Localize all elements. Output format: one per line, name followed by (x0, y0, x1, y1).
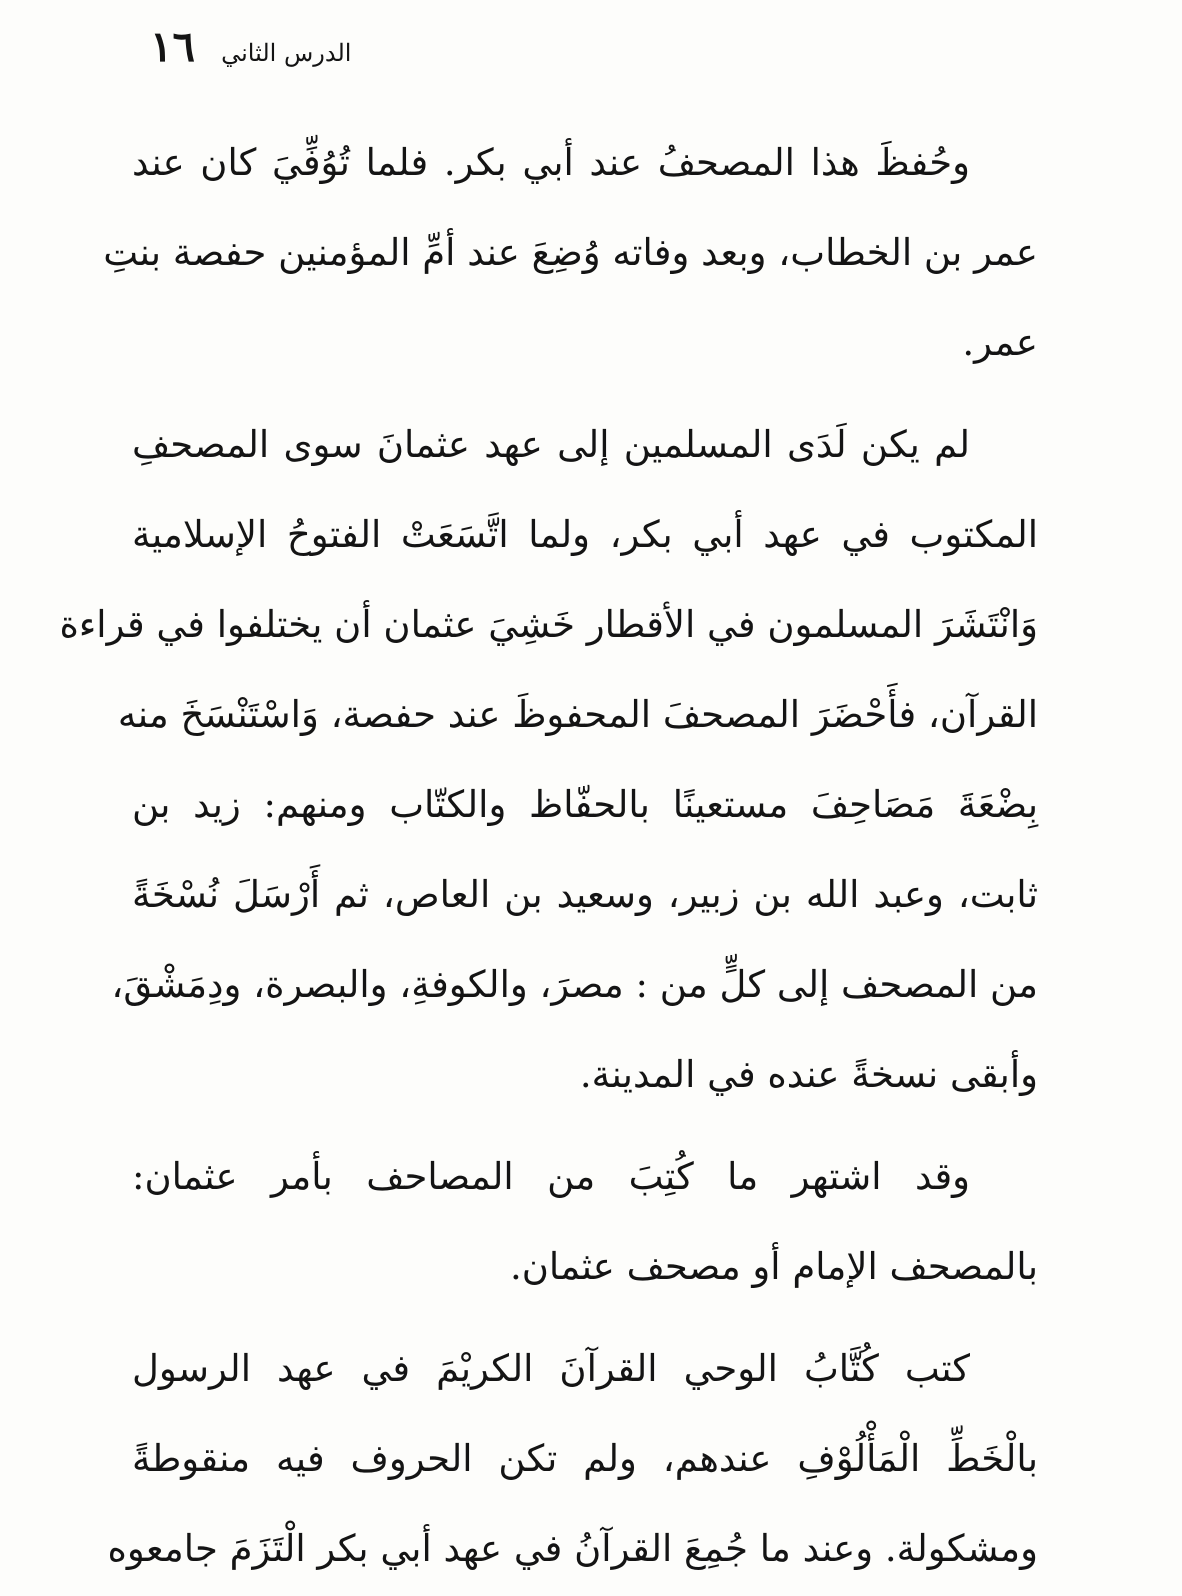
text-line: وقد اشتهر ما كُتِبَ من المصاحف بأمر عثمان: (132, 1155, 970, 1198)
text-line: من المصحف إلى كلٍّ من : مصرَ، والكوفةِ، والبصرة، ودِمَشْقَ، (111, 963, 1038, 1006)
page-header (150, 22, 351, 71)
text-line: وحُفظَ هذا المصحفُ عند أبي بكر. فلما تُوُفِّيَ كان عند (132, 141, 970, 184)
text-line: المكتوب في عهد أبي بكر، ولما اتَّسَعَتْ الفتوحُ الإسلامية (132, 513, 1038, 556)
text-line: بِضْعَةَ مَصَاحِفَ مستعينًا بالحفّاظ والكتّاب ومنهم: زيد بن (132, 783, 1038, 826)
text-line: بالمصحف الإمام أو مصحف عثمان. (509, 1245, 1038, 1288)
text-line: عمر. (962, 321, 1038, 364)
running-title: الدرس الثاني (221, 39, 352, 67)
paragraph-2 (59, 400, 1038, 1120)
text-line: وَانْتَشَرَ المسلمون في الأقطار خَشِيَ عثمان أن يختلفوا في قراءة (59, 603, 1038, 646)
body-text (59, 118, 1038, 1594)
paragraph-4 (107, 1324, 1038, 1594)
paragraph-3 (132, 1132, 1038, 1312)
text-line: كتب كُتَّابُ الوحي القرآنَ الكريْمَ في عهد الرسول (132, 1347, 970, 1390)
page-number: ١٦ (150, 22, 196, 71)
paragraph-1 (103, 118, 1038, 388)
text-line: لم يكن لَدَى المسلمين إلى عهد عثمانَ سوى المصحفِ (132, 423, 970, 466)
text-line: عمر بن الخطاب، وبعد وفاته وُضِعَ عند أمِّ المؤمنين حفصة بنتِ (103, 231, 1038, 274)
text-line: وأبقى نسخةً عنده في المدينة. (579, 1053, 1038, 1096)
text-line: بالْخَطِّ الْمَأْلُوْفِ عندهم، ولم تكن الحروف فيه منقوطةً (132, 1437, 1038, 1480)
text-line: ومشكولة. وعند ما جُمِعَ القرآنُ في عهد أبي بكر الْتَزَمَ جامعوه (107, 1527, 1038, 1570)
text-line: القرآن، فأَحْضَرَ المصحفَ المحفوظَ عند حفصة، وَاسْتَنْسَخَ منه (117, 693, 1038, 736)
text-line: ثابت، وعبد الله بن زبير، وسعيد بن العاص، ثم أَرْسَلَ نُسْخَةً (132, 873, 1038, 916)
